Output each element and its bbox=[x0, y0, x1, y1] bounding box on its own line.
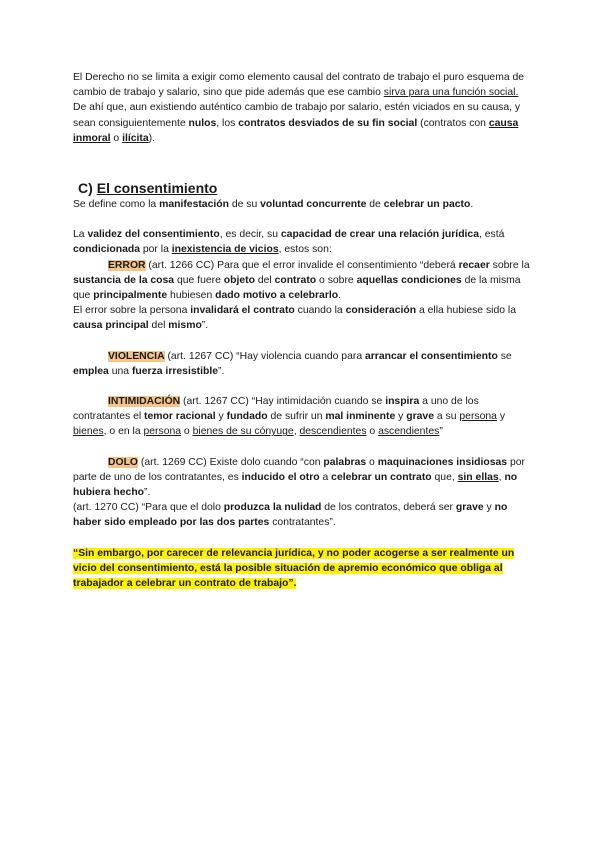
text: que, bbox=[431, 471, 458, 483]
text: El Derecho no se limita a exigir como elemento causal del contrato de trabajo el puro esquema de cambio de trabajo y salario, sino que pide además que ese cambio bbox=[73, 72, 525, 99]
text: de bbox=[366, 199, 384, 211]
text: grave bbox=[406, 411, 434, 423]
text: no haber sido empleado por las dos partes bbox=[73, 502, 508, 529]
text: contratantes”. bbox=[269, 517, 336, 529]
text: del bbox=[254, 274, 275, 286]
final-note bbox=[73, 546, 533, 592]
text: contratos desviados de su fin social bbox=[238, 117, 418, 129]
text: voluntad concurrente bbox=[260, 199, 367, 211]
text: (art. 1267 CC) “Hay violencia cuando para bbox=[164, 350, 365, 362]
intro-paragraph bbox=[73, 70, 533, 146]
text: . bbox=[338, 290, 341, 302]
text: por parte de uno de los contratantes, es bbox=[73, 456, 525, 483]
text: (contratos con bbox=[417, 117, 489, 129]
text: recaer bbox=[458, 259, 490, 271]
text: , es decir, su bbox=[219, 229, 281, 241]
text: de los contratos, deberá ser bbox=[321, 502, 456, 514]
heading-number: C) bbox=[78, 180, 93, 197]
text: a bbox=[319, 471, 332, 483]
text: causa principal bbox=[73, 320, 149, 332]
validez-paragraph bbox=[73, 227, 533, 257]
text: descendientes bbox=[299, 426, 367, 438]
text: no hubiera hecho bbox=[73, 471, 518, 499]
error-paragraph bbox=[73, 258, 533, 334]
text: Se define como la bbox=[73, 199, 160, 211]
text: mismo bbox=[168, 320, 202, 332]
text: contrato bbox=[274, 274, 317, 286]
text: consideración bbox=[345, 305, 417, 317]
text: causa inmoral bbox=[73, 117, 519, 144]
text: a ella hubiese sido la bbox=[416, 305, 516, 317]
heading-title: El consentimiento bbox=[96, 180, 218, 197]
text: o bbox=[181, 426, 193, 438]
text: o bbox=[366, 456, 378, 468]
text: grave bbox=[455, 502, 484, 514]
text: de su bbox=[228, 199, 261, 211]
text: produzca la nulidad bbox=[223, 502, 322, 514]
text: principalmente bbox=[93, 290, 168, 302]
text: persona bbox=[143, 426, 182, 438]
text: , los bbox=[216, 117, 239, 129]
text: y bbox=[496, 411, 506, 423]
text: inexistencia de vicios bbox=[171, 244, 279, 256]
intimidacion-paragraph bbox=[73, 394, 533, 440]
text: ascendientes bbox=[378, 426, 440, 438]
text: arrancar el consentimiento bbox=[364, 350, 498, 362]
text: que fuere bbox=[174, 274, 224, 286]
text: bienes de su cónyuge bbox=[192, 426, 294, 438]
text: por la bbox=[139, 244, 172, 256]
highlighted-text: “Sin embargo, por carecer de relevancia jurídica, y no poder acogerse a ser realmente un vicio del consentimiento, está la posible situación de apremio económico que obliga al trabajador a celebrar un contrato de trabajo”. bbox=[73, 547, 515, 590]
text: maquinaciones insidiosas bbox=[377, 456, 508, 468]
text: o bbox=[110, 132, 123, 144]
text: ”. bbox=[144, 487, 151, 499]
text: (art. 1266 CC) Para que el error invalide el consentimiento “deberá bbox=[145, 259, 459, 271]
text: a su bbox=[433, 411, 460, 423]
dolo-paragraph bbox=[73, 455, 533, 531]
text: La bbox=[73, 229, 88, 241]
text: ”. bbox=[218, 365, 225, 377]
text: nulos bbox=[188, 117, 217, 129]
definition-paragraph bbox=[73, 197, 533, 212]
text: (art. 1270 CC) “Para que el dolo bbox=[73, 502, 224, 514]
text: ”. bbox=[201, 320, 209, 332]
text: y bbox=[483, 502, 495, 514]
text: o sobre bbox=[316, 274, 357, 286]
dolo-label: DOLO bbox=[108, 456, 139, 468]
text: fundado bbox=[226, 411, 268, 423]
text: temor racional bbox=[144, 411, 216, 423]
text: objeto bbox=[223, 274, 255, 286]
text: manifestación bbox=[159, 199, 229, 211]
text: ” bbox=[439, 426, 443, 438]
text: persona bbox=[459, 411, 497, 423]
text: cuando la bbox=[294, 305, 346, 317]
text: dado motivo a celebrarlo bbox=[215, 290, 339, 302]
text: capacidad de crear una relación jurídica bbox=[280, 229, 479, 241]
text: o bbox=[366, 426, 379, 438]
text: . bbox=[470, 199, 474, 211]
text: , o en la bbox=[103, 426, 144, 438]
text: sobre la bbox=[489, 259, 530, 271]
text: El error sobre la persona bbox=[73, 305, 191, 317]
text: bienes bbox=[73, 426, 104, 438]
text: hubiesen bbox=[167, 290, 216, 302]
text: a uno de los contratantes el bbox=[73, 396, 479, 423]
violencia-paragraph bbox=[73, 349, 533, 379]
text: sustancia de la cosa bbox=[73, 274, 175, 286]
intimidacion-label: INTIMIDACIÓN bbox=[108, 396, 181, 408]
violencia-label: VIOLENCIA bbox=[108, 350, 165, 362]
text: palabras bbox=[323, 456, 367, 468]
text: mal inminente bbox=[325, 411, 396, 423]
text: inspira bbox=[385, 396, 420, 408]
text: de la misma que bbox=[73, 274, 521, 302]
text: De ahí que, aun existiendo auténtico cambio de trabajo por salario, estén viciados en su causa, y sean consiguientemente bbox=[73, 102, 521, 129]
text: celebrar un pacto bbox=[383, 199, 471, 211]
text: invalidará el contrato bbox=[190, 305, 295, 317]
text: emplea bbox=[73, 365, 109, 377]
text: celebrar un contrato bbox=[331, 471, 432, 483]
text: , estos son: bbox=[278, 244, 332, 256]
text: , bbox=[293, 426, 300, 438]
text: se bbox=[497, 350, 512, 362]
section-heading bbox=[78, 180, 533, 196]
text: ). bbox=[148, 132, 156, 144]
text: y bbox=[395, 411, 407, 423]
text: (art. 1267 CC) “Hay intimidación cuando se bbox=[180, 396, 386, 408]
text: sin ellas bbox=[457, 471, 499, 483]
text: condicionada bbox=[73, 244, 140, 256]
text: inducido el otro bbox=[241, 471, 320, 483]
text: sirva para una función social. bbox=[383, 87, 519, 99]
text: del bbox=[148, 320, 169, 332]
text: una bbox=[108, 365, 132, 377]
text: (art. 1269 CC) Existe dolo cuando “con bbox=[138, 456, 324, 468]
text: y bbox=[215, 411, 227, 423]
text: validez del consentimiento bbox=[87, 229, 220, 241]
error-label: ERROR bbox=[108, 259, 146, 271]
text: , bbox=[498, 471, 505, 483]
text: de sufrir un bbox=[267, 411, 326, 423]
text: fuerza irresistible bbox=[131, 365, 218, 377]
text: aquellas condiciones bbox=[356, 274, 462, 286]
text: ilícita bbox=[122, 132, 149, 144]
text: , está bbox=[479, 229, 505, 241]
document-page bbox=[73, 70, 533, 591]
